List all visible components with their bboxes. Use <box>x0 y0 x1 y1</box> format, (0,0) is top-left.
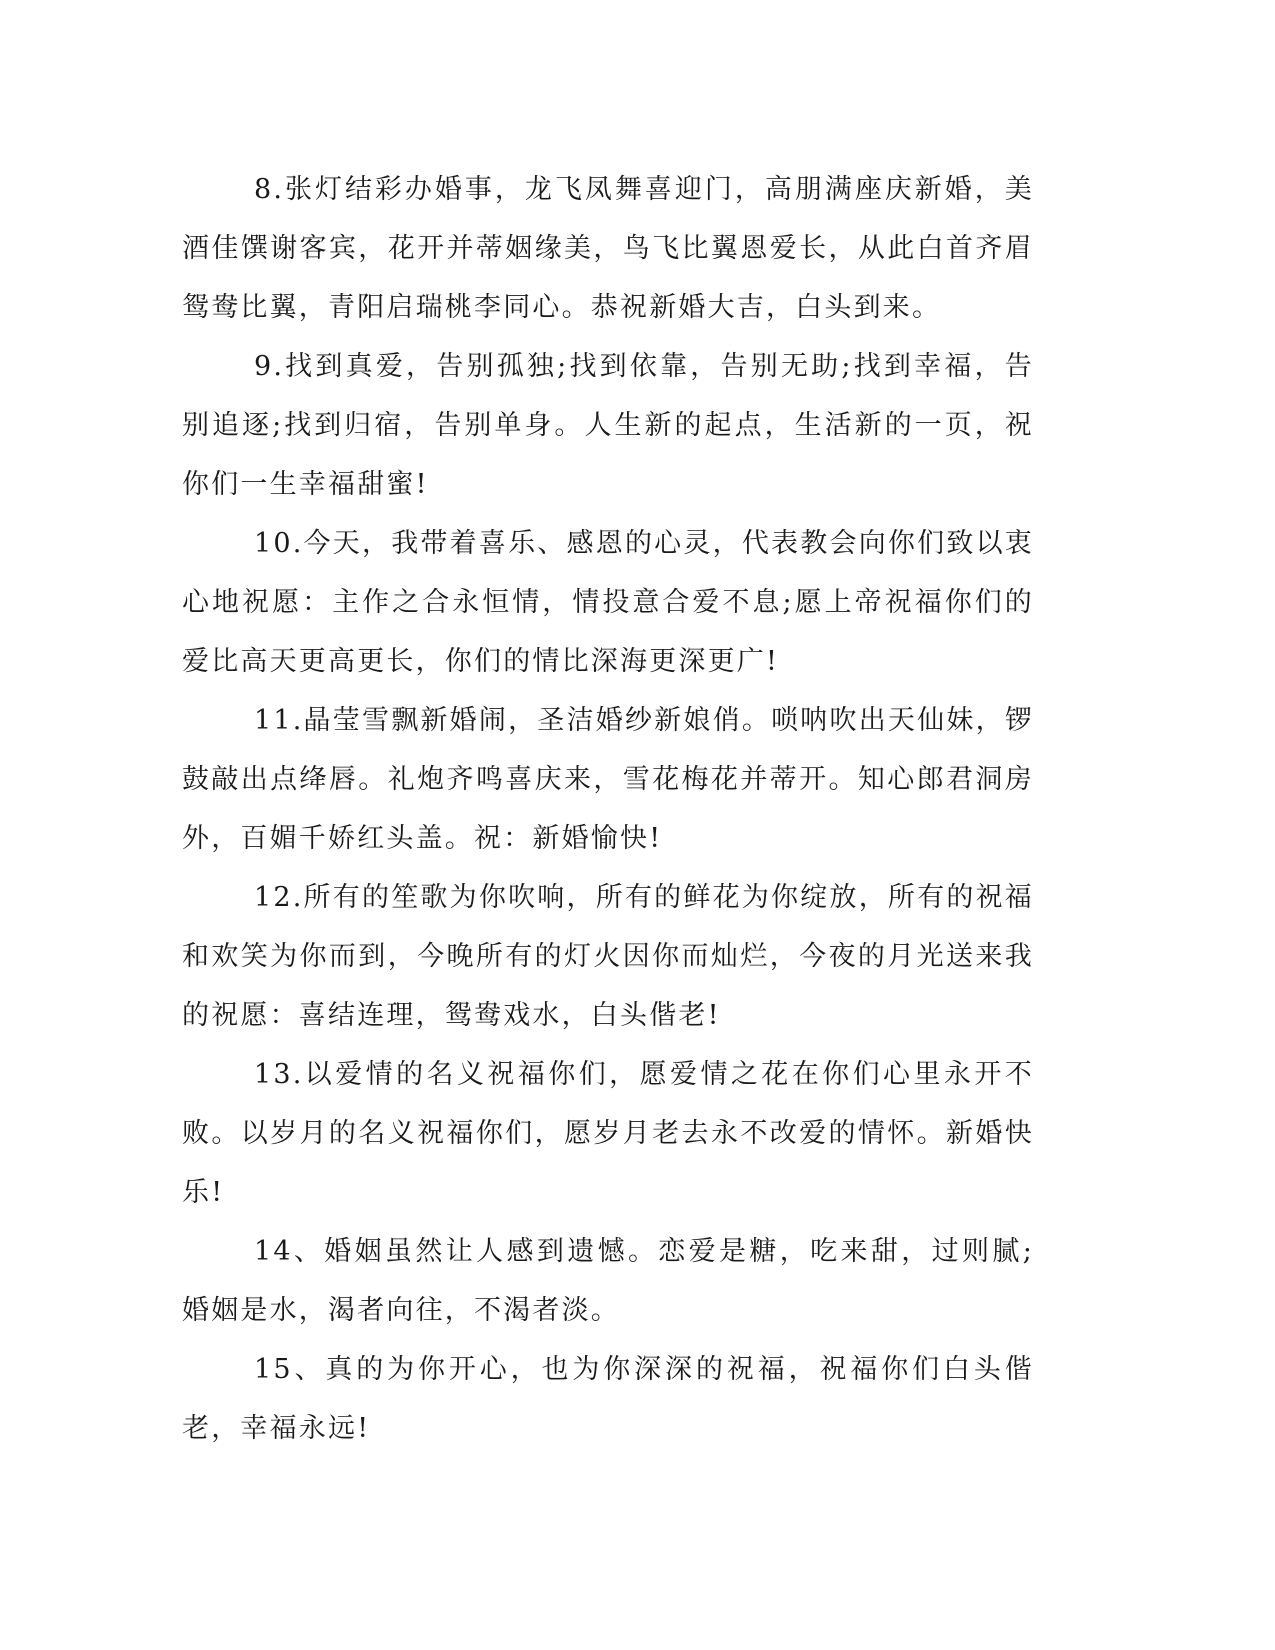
paragraph-9: 9.找到真爱，告别孤独;找到依靠，告别无助;找到幸福，告别追逐;找到归宿，告别单身。人生新的起点，生活新的一页，祝你们一生幸福甜蜜! <box>182 351 1034 500</box>
paragraph-13: 13.以爱情的名义祝福你们，愿爱情之花在你们心里永开不败。以岁月的名义祝福你们，愿岁月老去永不改爱的情怀。新婚快乐! <box>182 1059 1034 1208</box>
paragraph-8: 8.张灯结彩办婚事，龙飞凤舞喜迎门，高朋满座庆新婚，美酒佳馔谢客宾，花开并蒂姻缘美，鸟飞比翼恩爱长，从此白首齐眉鸳鸯比翼，青阳启瑞桃李同心。恭祝新婚大吉，白头到来。 <box>182 174 1034 323</box>
paragraph-12: 12.所有的笙歌为你吹响，所有的鲜花为你绽放，所有的祝福和欢笑为你而到，今晚所有的灯火因你而灿烂，今夜的月光送来我的祝愿：喜结连理，鸳鸯戏水，白头偕老! <box>182 882 1034 1031</box>
paragraph-14: 14、婚姻虽然让人感到遗憾。恋爱是糖，吃来甜，过则腻;婚姻是水，渴者向往，不渴者淡。 <box>182 1236 1034 1326</box>
paragraph-15: 15、真的为你开心，也为你深深的祝福，祝福你们白头偕老，幸福永远! <box>182 1354 1034 1444</box>
paragraph-10: 10.今天，我带着喜乐、感恩的心灵，代表教会向你们致以衷心地祝愿：主作之合永恒情，情投意合爱不息;愿上帝祝福你们的爱比高天更高更长，你们的情比深海更深更广! <box>182 528 1034 677</box>
paragraph-11: 11.晶莹雪飘新婚闹，圣洁婚纱新娘俏。唢呐吹出天仙妹，锣鼓敲出点绛唇。礼炮齐鸣喜庆来，雪花梅花并蒂开。知心郎君洞房外，百媚千娇红头盖。祝：新婚愉快! <box>182 705 1034 854</box>
document-body <box>182 160 1034 1458</box>
